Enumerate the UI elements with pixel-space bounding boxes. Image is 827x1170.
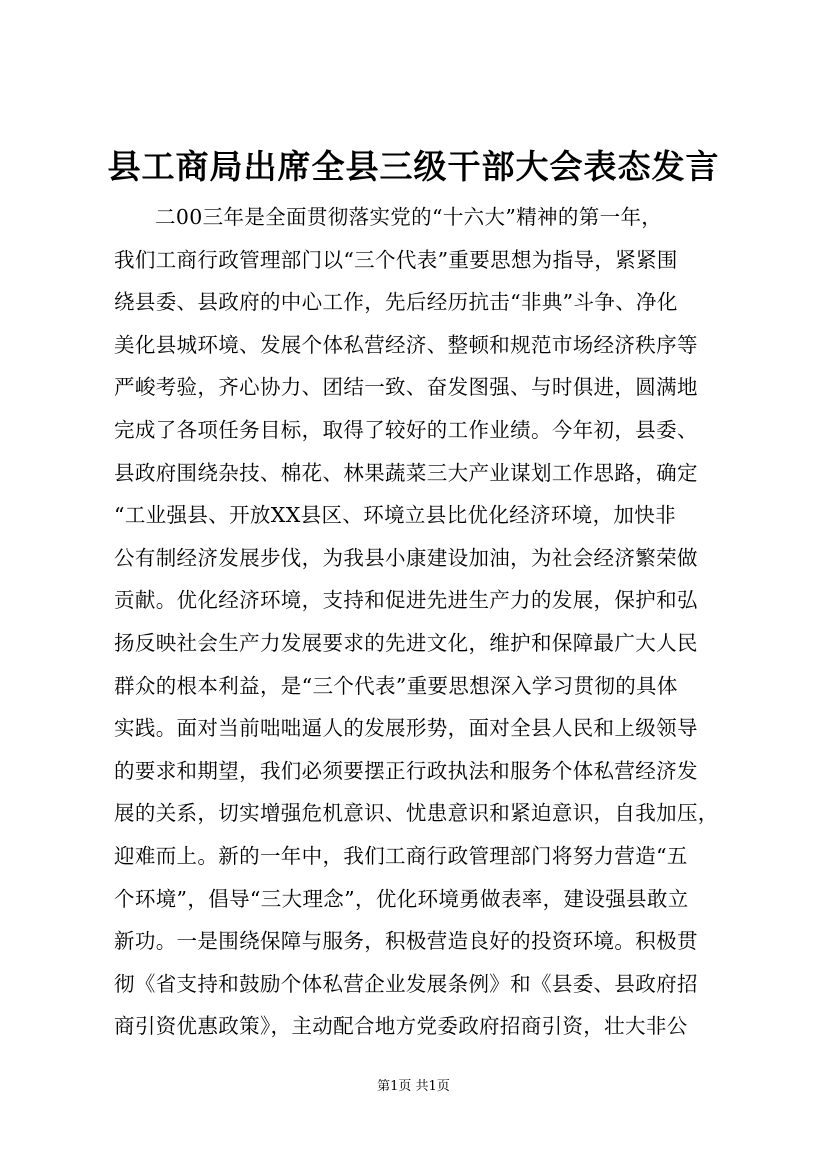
body-line: 绕县委、县政府的中心工作，先后经历抗击“非典”斗争、净化 xyxy=(114,290,678,315)
body-line: 实践。面对当前咄咄逼人的发展形势，面对全县人民和上级领导 xyxy=(114,716,698,741)
body-line: 公有制经济发展步伐，为我县小康建设加油，为社会经济繁荣做 xyxy=(114,545,698,570)
body-line: “工业强县、开放XX县区、环境立县比优化经济环境，加快非 xyxy=(114,503,676,528)
body-line: 贡献。优化经济环境，支持和促进先进生产力的发展，保护和弘 xyxy=(114,588,698,613)
body-line: 严峻考验，齐心协力、团结一致、奋发图强、与时俱进，圆满地 xyxy=(114,375,698,400)
body-line: 展的关系，切实增强危机意识、忧患意识和紧迫意识，自我加压， xyxy=(114,801,719,826)
body-line: 群众的根本利益，是“三个代表”重要思想深入学习贯彻的具体 xyxy=(114,673,678,698)
body-line: 迎难而上。新的一年中，我们工商行政管理部门将努力营造“五 xyxy=(114,843,688,868)
body-line: 美化县城环境、发展个体私营经济、整顿和规范市场经济秩序等 xyxy=(114,332,698,357)
document-title: 县工商局出席全县三级干部大会表态发言 xyxy=(107,147,720,186)
body-line: 二00三年是全面贯彻落实党的“十六大”精神的第一年， xyxy=(155,205,663,229)
body-line: 个环境”，倡导“三大理念”，优化环境勇做表率，建设强县敢立 xyxy=(114,886,689,911)
body-line: 的要求和期望，我们必须要摆正行政执法和服务个体私营经济发 xyxy=(114,758,698,783)
body-line: 扬反映社会生产力发展要求的先进文化，维护和保障最广大人民 xyxy=(114,630,698,655)
page-number-footer: 第1页 共1页 xyxy=(377,1079,450,1094)
body-line: 新功。一是围绕保障与服务，积极营造良好的投资环境。积极贯 xyxy=(114,929,698,954)
body-line: 商引资优惠政策》，主动配合地方党委政府招商引资，壮大非公 xyxy=(114,1014,688,1039)
body-line: 我们工商行政管理部门以“三个代表”重要思想为指导，紧紧围 xyxy=(114,247,678,272)
body-line: 彻《省支持和鼓励个体私营企业发展条例》和《县委、县政府招 xyxy=(114,971,698,996)
body-line: 县政府围绕杂技、棉花、林果蔬菜三大产业谋划工作思路，确定 xyxy=(114,460,698,485)
document-body xyxy=(114,196,754,1048)
body-line: 完成了各项任务目标，取得了较好的工作业绩。今年初，县委、 xyxy=(114,417,698,442)
